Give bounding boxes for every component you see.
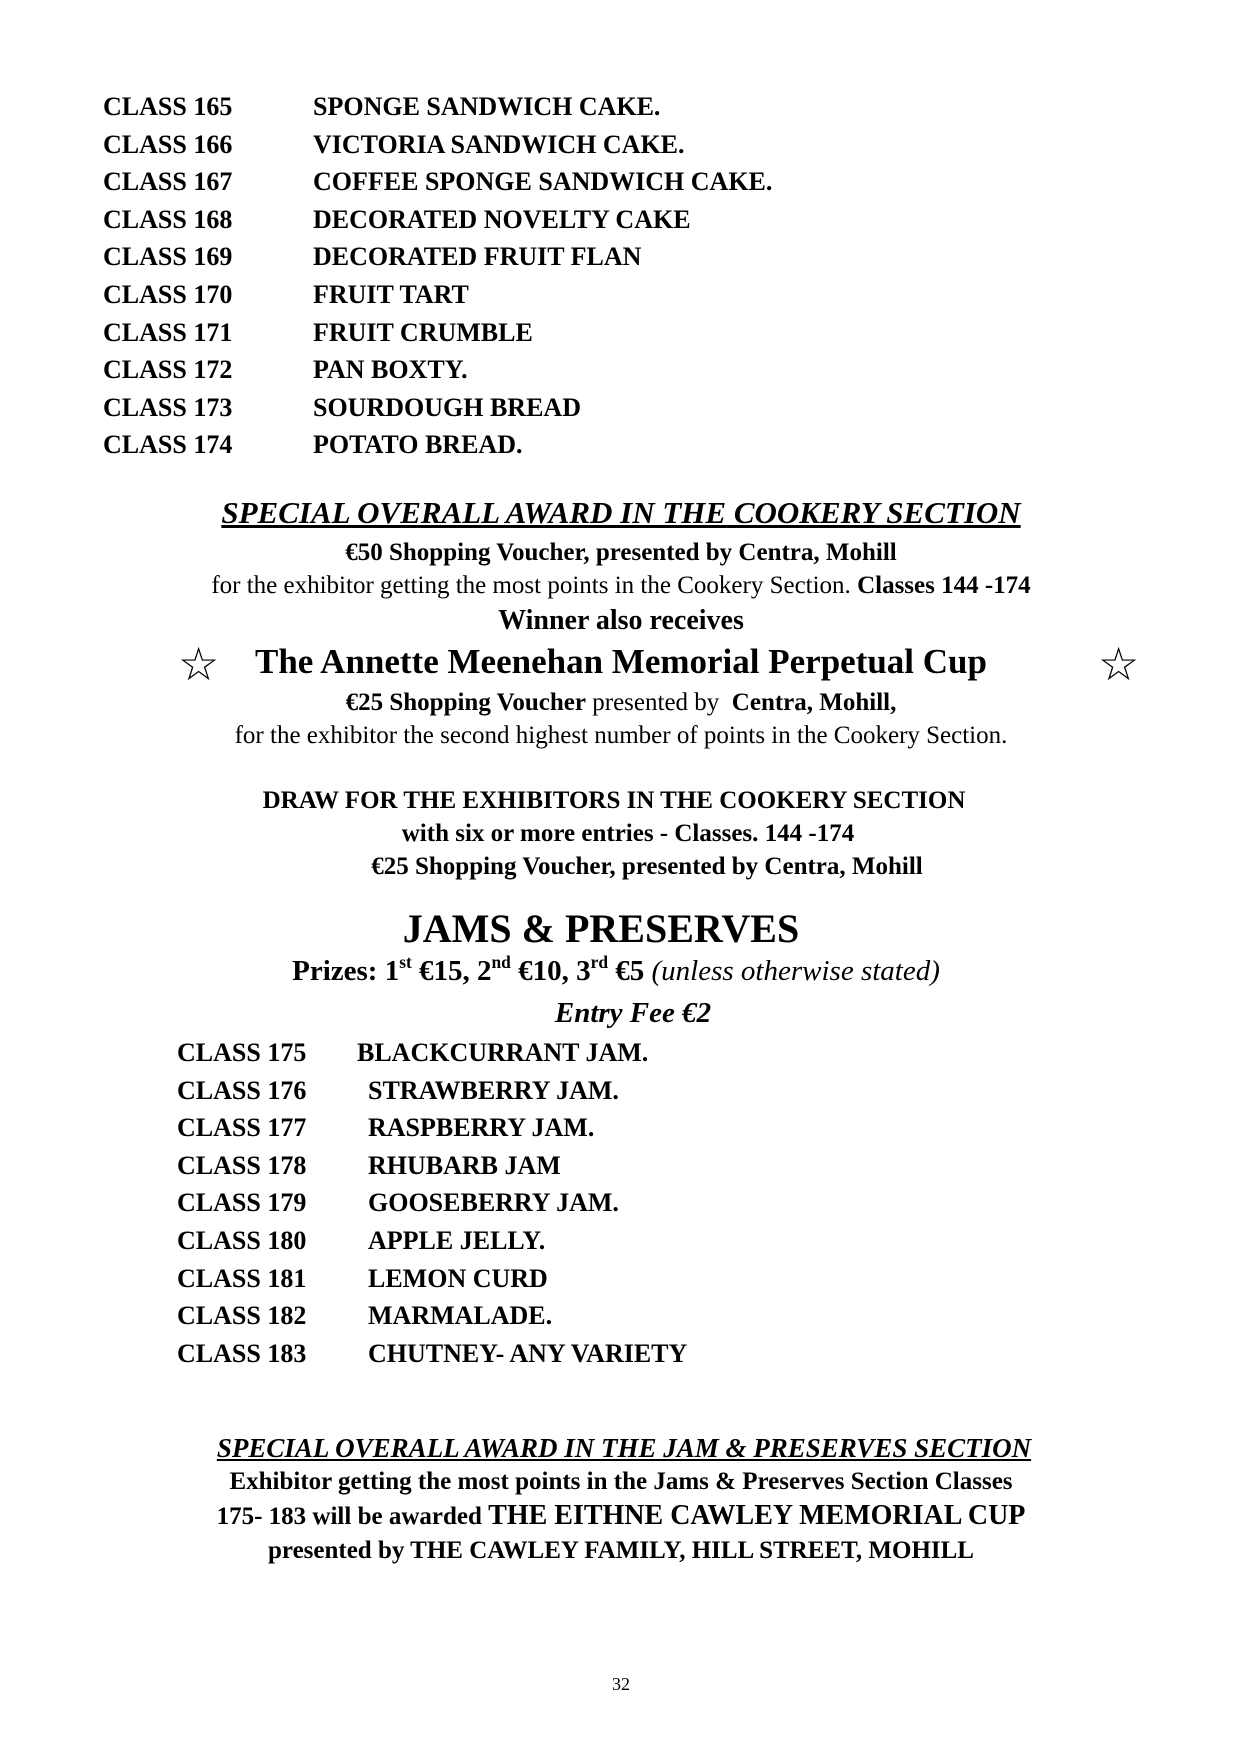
class-row: [103, 426, 772, 464]
cookery-award-heading: SPECIAL OVERALL AWARD IN THE COOKERY SECTION: [221, 495, 1021, 530]
criteria-classes: Classes 144 -174: [857, 572, 1031, 599]
class-row: [177, 1222, 687, 1260]
class-description: SPONGE SANDWICH CAKE.: [313, 92, 661, 121]
cookery-award-criteria: [0, 571, 1242, 601]
class-number: CLASS 174: [103, 430, 233, 460]
class-description: BLACKCURRANT JAM.: [357, 1038, 649, 1067]
prize-label: Prizes: 1: [292, 955, 400, 987]
class-row: [103, 126, 772, 164]
class-number: CLASS 178: [177, 1150, 307, 1180]
class-number: CLASS 176: [177, 1075, 307, 1105]
class-number: CLASS 171: [103, 317, 233, 347]
class-row: [103, 88, 772, 126]
class-row: [103, 314, 772, 352]
class-number: CLASS 180: [177, 1225, 307, 1255]
class-number: CLASS 175: [177, 1038, 307, 1067]
class-description: STRAWBERRY JAM.: [368, 1075, 619, 1105]
perpetual-cup-title: The Annette Meenehan Memorial Perpetual Cup: [255, 642, 987, 681]
class-number: CLASS 165: [103, 92, 233, 121]
line2-prefix: 175- 183 will be awarded: [216, 1503, 489, 1530]
class-row: [103, 389, 772, 427]
class-row: [177, 1260, 687, 1298]
draw-heading: DRAW FOR THE EXHIBITORS IN THE COOKERY SECTION: [262, 787, 966, 814]
class-row: [177, 1109, 687, 1147]
winner-also-receives: Winner also receives: [498, 605, 744, 636]
class-description: POTATO BREAD.: [313, 430, 523, 460]
class-description: RHUBARB JAM: [368, 1150, 561, 1180]
class-row: [177, 1335, 687, 1373]
second-sup: nd: [491, 951, 511, 972]
second-sponsor: Centra, Mohill,: [731, 689, 897, 716]
class-row: [103, 276, 772, 314]
class-number: CLASS 166: [103, 129, 233, 159]
prize-note: (unless otherwise stated): [651, 955, 940, 987]
class-description: VICTORIA SANDWICH CAKE.: [313, 129, 685, 159]
class-number: CLASS 173: [103, 392, 233, 422]
first-amount: €15, 2: [411, 955, 492, 987]
class-row: [103, 201, 772, 239]
second-prize-criteria: for the exhibitor the second highest number of points in the Cookery Section.: [234, 722, 1008, 749]
third-sup: rd: [590, 951, 609, 972]
class-number: CLASS 172: [103, 355, 233, 385]
second-voucher: €25 Shopping Voucher: [345, 689, 586, 716]
class-number: CLASS 179: [177, 1188, 307, 1218]
criteria-text: for the exhibitor getting the most points in the Cookery Section.: [211, 572, 851, 599]
third-amount: €5: [608, 955, 652, 987]
class-description: FRUIT TART: [313, 279, 469, 309]
class-number: CLASS 168: [103, 204, 233, 234]
second-presented: presented by: [592, 689, 720, 716]
second-amount: €10, 3: [510, 955, 591, 987]
jams-class-list: [177, 1034, 687, 1372]
class-row: [177, 1072, 687, 1110]
jams-award-heading: SPECIAL OVERALL AWARD IN THE JAM & PRESERVES SECTION: [216, 1433, 1032, 1463]
draw-voucher: €25 Shopping Voucher, presented by Centra, Mohill: [371, 853, 923, 880]
jams-award-line3: presented by THE CAWLEY FAMILY, HILL STREET, MOHILL: [268, 1537, 974, 1564]
cookery-award-voucher: €50 Shopping Voucher, presented by Centra, Mohill: [345, 539, 897, 566]
first-sup: st: [399, 951, 412, 972]
class-description: SOURDOUGH BREAD: [313, 392, 581, 422]
jams-title: JAMS & PRESERVES: [402, 906, 800, 951]
class-description: COFFEE SPONGE SANDWICH CAKE.: [313, 167, 773, 197]
class-row: [103, 351, 772, 389]
class-description: MARMALADE.: [368, 1301, 553, 1331]
class-description: PAN BOXTY.: [313, 355, 468, 385]
class-number: CLASS 183: [177, 1338, 307, 1368]
jams-prizes: [0, 953, 1237, 989]
star-icon: ☆: [1098, 639, 1140, 690]
class-description: RASPBERRY JAM.: [368, 1113, 595, 1143]
class-row: [103, 238, 772, 276]
entry-fee: Entry Fee €2: [554, 997, 712, 1029]
class-row: [103, 163, 772, 201]
class-row: [177, 1184, 687, 1222]
class-description: APPLE JELLY.: [368, 1225, 546, 1255]
cookery-class-list: [103, 88, 772, 464]
draw-entries: with six or more entries - Classes. 144 -174: [401, 820, 855, 847]
second-prize-voucher: [0, 688, 1242, 718]
page-number: 32: [612, 1674, 630, 1694]
class-number: CLASS 167: [103, 167, 233, 197]
jams-award-line1: Exhibitor getting the most points in the Jams & Preserves Section Classes: [229, 1468, 1013, 1495]
jams-award-line2: [0, 1500, 1242, 1533]
class-number: CLASS 169: [103, 242, 233, 272]
class-row: [177, 1147, 687, 1185]
class-description: GOOSEBERRY JAM.: [368, 1188, 619, 1218]
class-description: CHUTNEY- ANY VARIETY: [368, 1338, 688, 1368]
class-number: CLASS 170: [103, 279, 233, 309]
class-row: [177, 1034, 687, 1072]
class-number: CLASS 182: [177, 1301, 307, 1331]
class-description: LEMON CURD: [368, 1263, 548, 1293]
class-description: FRUIT CRUMBLE: [313, 317, 533, 347]
star-icon: ☆: [178, 639, 220, 690]
class-description: DECORATED NOVELTY CAKE: [313, 204, 691, 234]
class-number: CLASS 177: [177, 1113, 307, 1143]
cawley-cup-name: THE EITHNE CAWLEY MEMORIAL CUP: [488, 1500, 1026, 1531]
class-row: [177, 1297, 687, 1335]
class-description: DECORATED FRUIT FLAN: [313, 242, 642, 272]
class-number: CLASS 181: [177, 1263, 307, 1293]
